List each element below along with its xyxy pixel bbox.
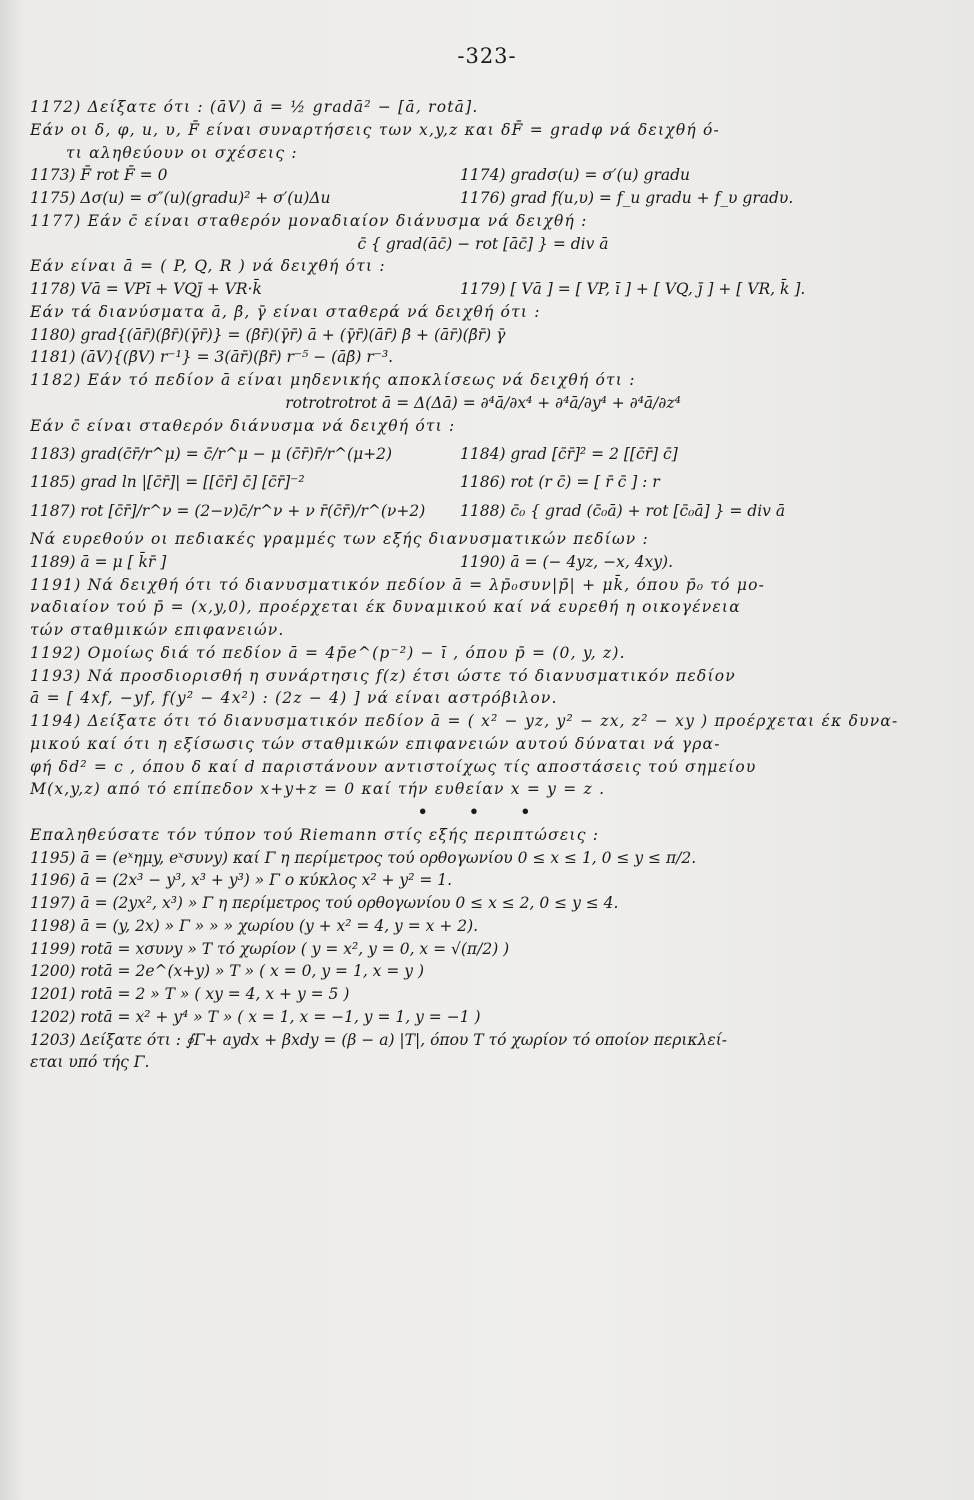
eq-1190: 1190) ā = (− 4yz, −x, 4xy). — [460, 552, 674, 571]
eq-1201: 1201) rotā = 2 » T » ( xy = 4, x + y = 5 ) — [30, 985, 350, 1003]
line-1191-end: τών σταθμικών επιφανειών. — [30, 621, 285, 639]
line-1194-cont: μικού καί ότι η εξίσωσις τών σταθμικών επιφανειών αυτού δύναται νά γρα- — [30, 734, 721, 753]
section-separator: • • • — [417, 802, 549, 821]
eq-1178: 1178) Vā = VPī + VQj̄ + VR·k̄ — [30, 280, 262, 298]
eq-1203: 1203) Δείξατε ότι : ∮Γ+ aydx + βxdy = (β − a) |T|, όπου T τό χωρίον τό οποίον περικλεί- — [30, 1030, 728, 1049]
eq-1182: rotrotrotrot ā = Δ(Δā) = ∂⁴ā/∂x⁴ + ∂⁴ā/∂y⁴ + ∂⁴ā/∂z⁴ — [285, 393, 681, 412]
eq-1196: 1196) ā = (2x³ − y³, x³ + y³) » Γ ο κύκλος x² + y² = 1. — [30, 871, 453, 890]
row-1189-1190 — [30, 551, 936, 574]
line-constant-c: Εάν c̄ είναι σταθερόν διάνυσμα νά δειχθή ότι : — [30, 416, 456, 435]
line-1192: 1192) Ομοίως διά τό πεδίον ā = 4p̄e^(p⁻²) − ī , όπου p̄ = (0, y, z). — [30, 643, 626, 662]
row-1178-1179 — [30, 278, 936, 301]
line-1191: 1191) Νά δειχθή ότι τό διανυσματικόν πεδίον ā = λp̄₀συν|p̄| + μk̄, όπου p̄₀ τό μο- — [30, 575, 766, 594]
eq-1187: 1187) rot [c̄r̄]/r^ν = (2−ν)c̄/r^ν + ν r̄(c̄r̄)/r^(ν+2) — [30, 502, 426, 520]
eq-1183: 1183) grad(c̄r̄/r^μ) = c̄/r^μ − μ (c̄r̄)r̄/r^(μ+2) — [30, 445, 393, 464]
eq-1184: 1184) grad [c̄r̄]² = 2 [[c̄r̄] c̄] — [460, 445, 678, 464]
eq-1177: c̄ { grad(āc̄) − rot [āc̄] } = div ā — [357, 234, 609, 253]
eq-1175: 1175) Δσ(u) = σ″(u)(gradu)² + σ′(u)Δu — [30, 189, 331, 207]
eq-1176: 1176) grad f(u,υ) = f_u gradu + f_υ gradυ. — [460, 189, 794, 207]
exercise-list — [30, 96, 936, 1074]
line-1191-cont: ναδιαίον τού p̄ = (x,y,0), προέρχεται έκ δυναμικού καί νά ευρεθή η οικογένεια — [30, 598, 741, 617]
eq-1199: 1199) rotā = xσυνy » T τό χωρίον ( y = x², y = 0, x = √(π/2) ) — [30, 939, 510, 958]
line-1203-end: εται υπό τής Γ. — [30, 1053, 150, 1072]
row-1173-1174 — [30, 164, 936, 187]
eq-1198: 1198) ā = (y, 2x) » Γ » » » χωρίου (y + x² = 4, y = x + 2). — [30, 916, 479, 935]
line-1194-cont2: φή δd² = c , όπου δ καί d παριστάνουν αντιστοίχως τίς αποστάσεις τού σημείου — [30, 757, 757, 776]
row-1185-1186 — [30, 471, 936, 494]
eq-1202: 1202) rotā = x² + y⁴ » T » ( x = 1, x = −1, y = 1, y = −1 ) — [30, 1007, 481, 1026]
row-1187-1188 — [30, 494, 936, 528]
line-relations: τι αληθεύουν οι σχέσεις : — [66, 143, 298, 162]
line-1193: 1193) Νά προσδιορισθή η συνάρτησις f(z) έτσι ώστε τό διανυσματικόν πεδίον — [30, 666, 736, 685]
eq-1197: 1197) ā = (2yx², x³) » Γ η περίμετρος τού ορθογωνίου 0 ≤ x ≤ 2, 0 ≤ y ≤ 4. — [30, 894, 619, 912]
line-1177: 1177) Εάν c̄ είναι σταθερόν μοναδιαίον διάνυσμα νά δειχθή : — [30, 211, 588, 230]
line-1193-cont: ā = [ 4xf, −yf, f(y² − 4x²) : (2z − 4) ] νά είναι αστρόβιλον. — [30, 689, 558, 708]
line-1194: 1194) Δείξατε ότι τό διανυσματικόν πεδίον ā = ( x² − yz, y² − zx, z² − xy ) προέρχεται έκ δυνα- — [30, 712, 899, 730]
line-vector-a: Εάν είναι ā = ( P, Q, R ) νά δειχθή ότι : — [30, 257, 386, 276]
eq-1186: 1186) rot (r c̄) = [ r̄ c̄ ] : r — [460, 473, 660, 492]
line-riemann: Επαληθεύσατε τόν τύπον τού Riemann στίς εξής περιπτώσεις : — [30, 825, 600, 844]
line-1194-end: M(x,y,z) από τό επίπεδον x+y+z = 0 καί τήν ευθείαν x = y = z . — [30, 780, 606, 799]
line-1182: 1182) Εάν τό πεδίον ā είναι μηδενικής αποκλίσεως νά δειχθή ότι : — [30, 371, 636, 389]
eq-1181: 1181) (āV){(β̄V) r⁻¹} = 3(ār̄)(β̄r̄) r⁻⁵ − (āβ̄) r⁻³. — [30, 348, 394, 367]
line-intro-functions: Εάν οι δ, φ, u, υ, F̄ είναι συναρτήσεις των x,y,z και δF̄ = gradφ νά δειχθή ό- — [30, 120, 720, 139]
eq-1173: 1173) F̄ rot F̄ = 0 — [30, 166, 168, 185]
line-constant-vectors: Εάν τά διανύσματα ā, β̄, γ̄ είναι σταθερά νά δειχθή ότι : — [30, 302, 541, 321]
eq-1174: 1174) gradσ(u) = σ′(u) gradu — [460, 166, 690, 185]
eq-1179: 1179) [ Vā ] = [ VP, ī ] + [ VQ, j̄ ] + [ VR, k̄ ]. — [460, 280, 806, 298]
row-1175-1176 — [30, 187, 936, 210]
eq-1188: 1188) c̄₀ { grad (c̄₀ā) + rot [c̄₀ā] } = div ā — [460, 502, 786, 520]
page-number: -323- — [457, 44, 517, 68]
eq-1200: 1200) rotā = 2e^(x+y) » T » ( x = 0, y = 1, x = y ) — [30, 962, 424, 981]
eq-1195: 1195) ā = (eˣημy, eˣσυνy) καί Γ η περίμετρος τού ορθογωνίου 0 ≤ x ≤ 1, 0 ≤ y ≤ π/2. — [30, 848, 697, 867]
row-1183-1184 — [30, 437, 936, 471]
line-field-lines: Νά ευρεθούν οι πεδιακές γραμμές των εξής διανυσματικών πεδίων : — [30, 530, 649, 548]
line-1172: 1172) Δείξατε ότι : (āV) ā = ½ gradā² − [ā, rotā]. — [30, 98, 479, 116]
eq-1185: 1185) grad ln |[c̄r̄]| = [[c̄r̄] c̄] [c̄r̄]⁻² — [30, 473, 305, 492]
eq-1189: 1189) ā = μ [ k̄r̄ ] — [30, 552, 167, 571]
eq-1180: 1180) grad{(ār̄)(β̄r̄)(γ̄r̄)} = (β̄r̄)(γ̄r̄) ā + (γ̄r̄)(ār̄) β̄ + (ār̄)(β̄r̄) γ̄ — [30, 325, 506, 344]
